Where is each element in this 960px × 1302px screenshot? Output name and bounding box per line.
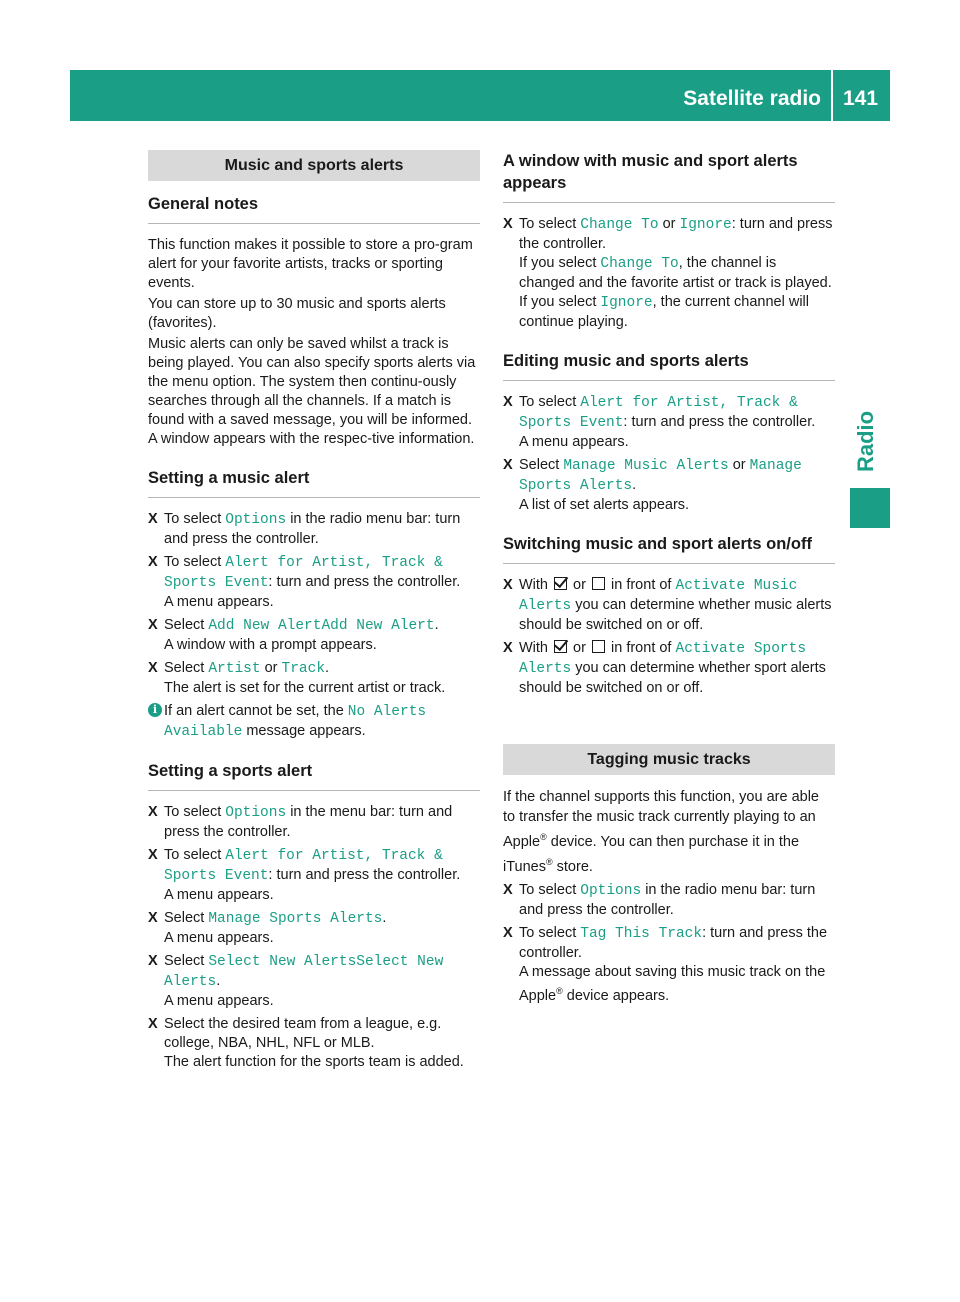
step: X To select Tag This Track: turn and press the controller. A message about saving this music track on the Apple® device appears.: [503, 924, 828, 1004]
unchecked-box-icon: [592, 640, 605, 653]
paragraph: You can store up to 30 music and sports alerts (favorites).: [148, 296, 446, 331]
unchecked-box-icon: [592, 577, 605, 590]
step: X To select Alert for Artist, Track & Sports Event: turn and press the controller. A menu appears.: [148, 554, 461, 610]
paragraph: This function makes it possible to store a pro-gram alert for your favorite artists, tracks or sporting events.: [148, 237, 473, 291]
step: X Select Manage Sports Alerts. A menu appears.: [148, 910, 387, 946]
general-notes-heading: General notes: [148, 193, 480, 224]
right-column: [503, 150, 835, 1023]
side-tab-label: Radio: [853, 410, 878, 472]
step: X Select the desired team from a league, e.g. college, NBA, NHL, NFL or MLB. The alert function for the sports team is added.: [148, 1016, 464, 1070]
editing-heading: Editing music and sports alerts: [503, 350, 835, 381]
step: X Select Artist or Track. The alert is set for the current artist or track.: [148, 660, 446, 696]
switching-section: [503, 533, 835, 698]
paragraph: Music alerts can only be saved whilst a track is being played. You can also specify sports alerts via the menu option. The system then continu-ously searches through all the channels. If a match is found with a saved message, you will be informed. A window appears with the respec-tive information.: [148, 336, 476, 447]
info-icon: i: [148, 703, 162, 717]
paragraph: If the channel supports this function, you are able to transfer the music track currently playing to an Apple® device. You can then purchase it in the iTunes® store.: [503, 789, 819, 875]
tagging-section: [503, 744, 835, 1005]
step: X To select Options in the radio menu bar: turn and press the controller.: [148, 511, 461, 547]
editing-section: [503, 350, 835, 515]
switching-heading: Switching music and sport alerts on/off: [503, 533, 835, 564]
info-note: i If an alert cannot be set, the No Alerts Available message appears.: [148, 702, 480, 742]
step: X To select Alert for Artist, Track & Sports Event: turn and press the controller. A menu appears.: [148, 847, 461, 903]
checked-box-icon: [554, 640, 567, 653]
section-band-music-sports: Music and sports alerts: [148, 150, 480, 181]
window-section: [503, 150, 835, 332]
sports-alert-heading: Setting a sports alert: [148, 760, 480, 791]
checked-box-icon: [554, 577, 567, 590]
section-band-tagging: Tagging music tracks: [503, 744, 835, 775]
step: X To select Alert for Artist, Track & Sports Event: turn and press the controller. A menu appears.: [503, 394, 816, 450]
step: X To select Change To or Ignore: turn and press the controller. If you select Change To, the channel is changed and the favorite artist or track is played. If you select Ignore, the current channel will continue playing.: [503, 216, 833, 330]
general-notes: [148, 193, 480, 449]
header-separator: [831, 70, 833, 121]
step: X Select Add New AlertAdd New Alert. A window with a prompt appears.: [148, 617, 439, 653]
side-tab-marker: [850, 488, 890, 528]
step: X To select Options in the menu bar: turn and press the controller.: [148, 804, 453, 840]
left-column: [148, 150, 480, 1090]
page-number: 141: [843, 87, 879, 110]
header-title: Satellite radio: [683, 87, 821, 110]
step: X Select Manage Music Alerts or Manage Sports Alerts. A list of set alerts appears.: [503, 457, 802, 513]
sports-alert-section: [148, 760, 480, 1072]
step: X With or in front of Activate Music Alerts you can determine whether music alerts should be switched on or off.: [503, 577, 832, 633]
step: X Select Select New AlertsSelect New Alerts. A menu appears.: [148, 953, 444, 1009]
music-alert-section: [148, 467, 480, 742]
window-heading: A window with music and sport alerts appears: [503, 150, 835, 203]
music-alert-heading: Setting a music alert: [148, 467, 480, 498]
step: X To select Options in the radio menu bar: turn and press the controller.: [503, 881, 816, 918]
step: X With or in front of Activate Sports Alerts you can determine whether sport alerts should be switched on or off.: [503, 640, 826, 696]
